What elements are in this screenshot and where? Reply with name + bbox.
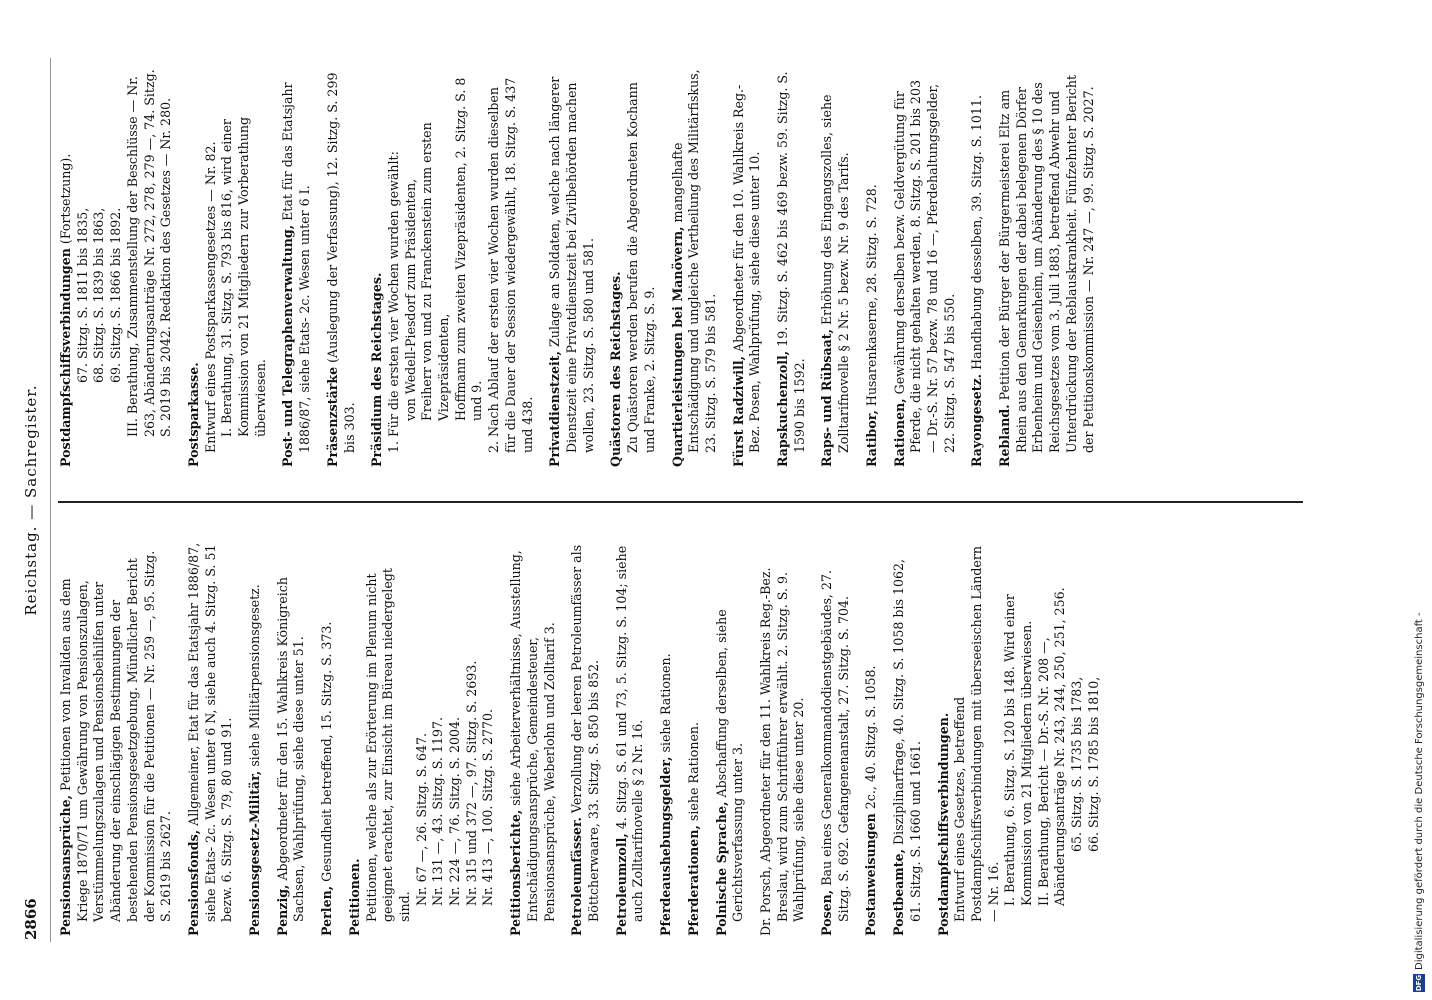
- entry-text: Entwurf eines Postsparkassengesetzes — Nr. 82.: [202, 141, 218, 453]
- index-entry: [658, 536, 675, 936]
- entry-term: Petitionsberichte,: [508, 809, 524, 936]
- entry-term: Rapskuchenzoll,: [775, 350, 791, 467]
- index-entry: [863, 536, 880, 936]
- entry-text: Abgeordneter für den 15. Wahlkreis Königreich Sachsen, Wahlprüfung, siehe diese unter 51.: [274, 577, 307, 922]
- list-item: 66. Sitzg. S. 1785 bis 1810,: [1085, 676, 1101, 852]
- entry-term: Ratibor,: [863, 410, 879, 467]
- index-entry: [864, 67, 881, 467]
- entry-term: Fürst Radziwill,: [730, 355, 746, 467]
- index-entry: [997, 67, 1097, 467]
- entry-text: mangelhafte Entschädigung und ungleiche Vertheilung des Militärfiskus, 23. Sitzg. S. 579 bis 581.: [669, 69, 718, 453]
- entry-text: Husarenkaserne, 28. Sitzg. S. 728.: [863, 184, 879, 407]
- entry-term: Pferderationen,: [685, 825, 701, 936]
- entry-term: Pferdeaushebungsgelder,: [658, 756, 674, 936]
- list-item: 2. Nach Ablauf der ersten vier Wochen wurden dieselben für die Dauer der Session wiedergewählt, 18. Sitzg. S. 437 und 438.: [486, 77, 535, 453]
- index-entry-postsparkasse: [186, 67, 270, 467]
- list-item: Nr. 413 —, 100. Sitzg. S. 2770.: [480, 708, 496, 906]
- entry-text: Petitionen, welche als zur Erörterung im Plenum nicht geeignet erachtet, zur Einsicht im Büreau niedergelegt sind.: [363, 568, 412, 922]
- index-entry-postdampf-cont: [58, 67, 175, 467]
- entry-text: Erhöhung des Eingangszolles, siehe Zolltarifnovelle § 2 Nr. 5 bezw. Nr. 9 des Tarifs.: [819, 94, 852, 453]
- entry-text: Etat für das Etatsjahr 1886/87, siehe Etats- 2c. Wesen unter 6 I.: [280, 82, 313, 453]
- entry-text: 2c., 40. Sitzg. S. 1058.: [863, 665, 879, 810]
- index-entry: [319, 536, 336, 936]
- entry-text: Handhabung desselben, 39. Sitzg. S. 1011.: [969, 95, 985, 370]
- entry-text: 19. Sitzg. S. 462 bis 469 bezw. 59. Sitzg. S. 1590 bis 1592.: [775, 71, 807, 453]
- list-item: 67. Sitzg. S. 1811 bis 1835,: [74, 207, 90, 383]
- index-entry: [775, 67, 808, 467]
- list-item: 68. Sitzg. S. 1839 bis 1863,: [91, 207, 107, 383]
- list-item: I. Berathung, 31. Sitzg. S. 793 bis 816, wird einer Kommission von 21 Mitgliedern zur Vorberathung überwiesen.: [219, 116, 268, 437]
- entry-text: siehe Rationen.: [658, 653, 674, 753]
- index-entry: [891, 536, 924, 936]
- entry-term: Pensionsgesetz-Militär,: [247, 770, 263, 936]
- list-item: Nr. 67 —, 26. Sitzg. S. 647.: [413, 733, 429, 906]
- entry-text: 4. Sitzg. S. 61 und 73, 5. Sitzg. S. 104; siehe auch Zolltarifnovelle § 2 Nr. 16.: [613, 545, 646, 922]
- index-entry: [670, 67, 720, 467]
- list-item: II. Berathung, Bericht — Dr.-S. Nr. 208 —, Abänderungsanträge Nr. 243, 244, 250, 251, 256.: [1035, 587, 1068, 906]
- page-header: [22, 60, 44, 940]
- entry-text: Petition der Bürger der Bürgermeisterei Eltz am Rhein aus den Gemarkungen der dabei belegenen Dörfer Erbenheim und Geisenheim, um Abänderung des § 10 des Reichsgesetzes vom 3. Juli 1883, betreffend Abwehr und Unterdrückung der Reblauskrankheit. Fünfzehnter Bericht der Petitionskommission — Nr. 247 —, 99. Sitzg. S. 2027.: [997, 74, 1096, 453]
- entry-term: Postdampfschiffsverbindungen: [58, 248, 73, 467]
- list-item: III. Berathung, Zusammenstellung der Beschlüsse — Nr. 263, Abänderungsanträge Nr. 272, 278, 279 —, 74. Sitzg. S. 2019 bis 2042. Redaktion des Gesetzes — Nr. 280.: [124, 69, 174, 437]
- entry-text: Zu Quästoren werden berufen die Abgeordneten Kochann und Franke, 2. Sitzg. S. 9.: [625, 82, 657, 453]
- entry-term: Post- und Telegraphenverwaltung,: [280, 224, 296, 467]
- entry-term: Penzig,: [274, 884, 290, 936]
- entry-term: Pensionsansprüche,: [58, 794, 73, 936]
- index-entry: [58, 536, 175, 936]
- entry-term: Posen,: [819, 889, 835, 936]
- index-entry: [186, 536, 236, 936]
- entry-text: Entwurf eines Gesetzes, betreffend Postdampfschiffsverbindungen mit überseeischen Ländern — Nr. 16.: [952, 546, 1001, 922]
- index-entry-petitionen: [347, 536, 497, 936]
- index-entry-postdampf: [936, 536, 1103, 936]
- column-divider: [58, 502, 1303, 504]
- entry-text: Zulage an Soldaten, welche nach längerer Dienstzeit eine Privatdienstzeit bei Zivilbehörden machen wollen, 23. Sitzg. S. 580 und 581.: [547, 76, 596, 453]
- list-item: von Wedell-Piesdorf zum Präsidenten,: [402, 178, 418, 421]
- entry-term: Quartierleistungen bei Manövern,: [669, 226, 685, 467]
- entry-text: Verzollung der leeren Petroleumfässer als Böttcherwaare, 33. Sitzg. S. 850 bis 852.: [569, 544, 601, 922]
- entry-term: Petroleumfässer.: [569, 817, 585, 936]
- entry-term: Postsparkasse.: [185, 362, 201, 467]
- entry-term: Präsenzstärke: [324, 366, 340, 467]
- header-rule: [50, 58, 51, 942]
- index-entry: [819, 536, 852, 936]
- list-item: Freiherr von und zu Franckenstein zum ersten Vizepräsidenten,: [419, 122, 452, 421]
- left-column: [58, 536, 1114, 936]
- list-item: 69. Sitzg. S. 1866 bis 1892.: [108, 207, 124, 383]
- entry-text: siehe Arbeiterverhältnisse, Ausstellung, Entschädigungsansprüche, Gemeindesteuer, Pensionsansprüche, Weberlohn und Zolltarif 3.: [508, 550, 557, 922]
- entry-term: Postanweisungen: [863, 813, 879, 936]
- index-entry: [731, 67, 764, 467]
- index-entry: [508, 536, 558, 936]
- dfg-logo-icon: DFG: [1415, 974, 1423, 992]
- entry-term: Rationen,: [891, 398, 907, 467]
- entry-term: Postdampfschiffsverbindungen.: [935, 712, 951, 936]
- entry-text: Gesundheit betreffend, 15. Sitzg. S. 373.: [319, 621, 335, 882]
- entry-text: Petitionen von Invaliden aus dem Kriege 1870/71 um Gewährung von Pensionszulagen, Verstümmelungszulagen und Pensionsbeihilfen unter Abänderung der einschlägigen Bestimmungen der bestehenden Pensionsgesetzgebung. Mündlicher Bericht der Kommission für die Petitionen — Nr. 259 —, 95. Sitzg. S. 2619 bis 2627.: [58, 550, 174, 922]
- index-entry: [686, 536, 703, 936]
- entry-text: (Auslegung der Verfassung), 12. Sitzg. S. 299 bis 303.: [324, 72, 357, 453]
- list-item: Nr. 224 —, 76. Sitzg. S. 2004.: [447, 717, 463, 906]
- index-entry: [569, 536, 602, 936]
- index-entry: [547, 67, 597, 467]
- page-number: 2866: [22, 898, 40, 940]
- entry-term: Privatdienstzeit,: [547, 350, 563, 467]
- list-item: I. Berathung, 6. Sitzg. S. 120 bis 148. Wird einer Kommission von 21 Mitgliedern überwiesen.: [1002, 594, 1035, 906]
- list-item: Hoffmann zum zweiten Vizepräsidenten, 2. Sitzg. S. 8 und 9.: [452, 77, 485, 421]
- index-entry: [969, 67, 986, 467]
- list-item: Nr. 315 und 372 —, 97. Sitzg. S. 2693.: [463, 660, 479, 906]
- digitization-credit: Digitalisierung gefördert durch die Deutsche Forschungsgemeinschaft -: [1414, 612, 1425, 970]
- entry-term: Perlen,: [319, 885, 335, 936]
- index-entry: [608, 67, 658, 467]
- entry-term: Rayongesetz.: [969, 373, 985, 467]
- entry-term: Postbeamte,: [891, 849, 907, 936]
- entry-term: Pensionsfonds,: [185, 829, 201, 936]
- index-entry-praesidium: [369, 67, 536, 467]
- running-head: Reichstag. — Sachregister.: [22, 384, 40, 616]
- entry-term: Präsidium des Reichstages.: [369, 272, 385, 467]
- entry-text: Disziplinarfrage, 40. Sitzg. S. 1058 bis 1062, 61. Sitzg. S. 1660 und 1661.: [891, 559, 923, 922]
- index-entry: [325, 67, 358, 467]
- entry-text: Allgemeiner, Etat für das Etatsjahr 1886/87, siehe Etats- 2c. Wesen unter 6 N, siehe auch 4. Sitzg. S. 51 bezw. 6. Sitzg. S. 79, 80 und 91.: [185, 542, 235, 922]
- right-column: [58, 67, 1108, 467]
- list-item: Nr. 131 —, 43. Sitzg. S. 1197.: [430, 717, 446, 906]
- index-entry: [819, 67, 852, 467]
- entry-text: Abgeordneter für den 10. Wahlkreis Reg.-Bez. Posen, Wahlprüfung, siehe diese unter 10.: [730, 84, 763, 453]
- list-item: 1. Für die ersten vier Wochen wurden gewählt:: [385, 151, 401, 453]
- entry-text: Abschaffung derselben, siehe Gerichtsverfassung unter 3.: [713, 609, 746, 922]
- entry-text: Bau eines Generalkommandodienstgebäudes, 27. Sitzg. S. 692. Gefangenenanstalt, 27. Sitzg. S. 704.: [819, 570, 851, 922]
- entry-term: Raps- und Rübsaat,: [819, 329, 835, 467]
- entry-term: Quästoren des Reichstages.: [608, 271, 624, 467]
- index-entry: [247, 536, 264, 936]
- index-entry: [714, 536, 747, 936]
- entry-text: Dr. Porsch, Abgeordneter für den 11. Wahlkreis Reg.-Bez. Breslau, wird zum Schriftführer erwählt. 2. Sitzg. S. 9. Wahlprüfung, siehe diese unter 20.: [757, 567, 807, 936]
- index-entry: [758, 536, 808, 936]
- entry-term: Rebland.: [997, 404, 1013, 467]
- index-entry: [892, 67, 959, 467]
- entry-text: Gewährung derselben bezw. Geldvergütung für Pferde, die nicht gehalten werden, 8. Sitzg. S. 201 bis 203 — Dr.-S. Nr. 57 bezw. 78 und 16 —, Pferdehaltungsgelder, 22. Sitzg. S. 547 bis 550.: [891, 80, 957, 453]
- index-entry: [275, 536, 308, 936]
- list-item: 65. Sitzg. S. 1735 bis 1783,: [1069, 676, 1085, 852]
- entry-text: siehe Militärpensionsgesetz.: [247, 584, 263, 767]
- entry-term: Polnische Sprache,: [713, 801, 729, 936]
- entry-term: Petitionen.: [346, 858, 362, 936]
- entry-text: (Fortsetzung).: [58, 153, 73, 245]
- entry-text: siehe Rationen.: [685, 721, 701, 822]
- entry-term: Petroleumzoll,: [613, 833, 629, 936]
- index-entry: [614, 536, 647, 936]
- index-entry: [280, 67, 313, 467]
